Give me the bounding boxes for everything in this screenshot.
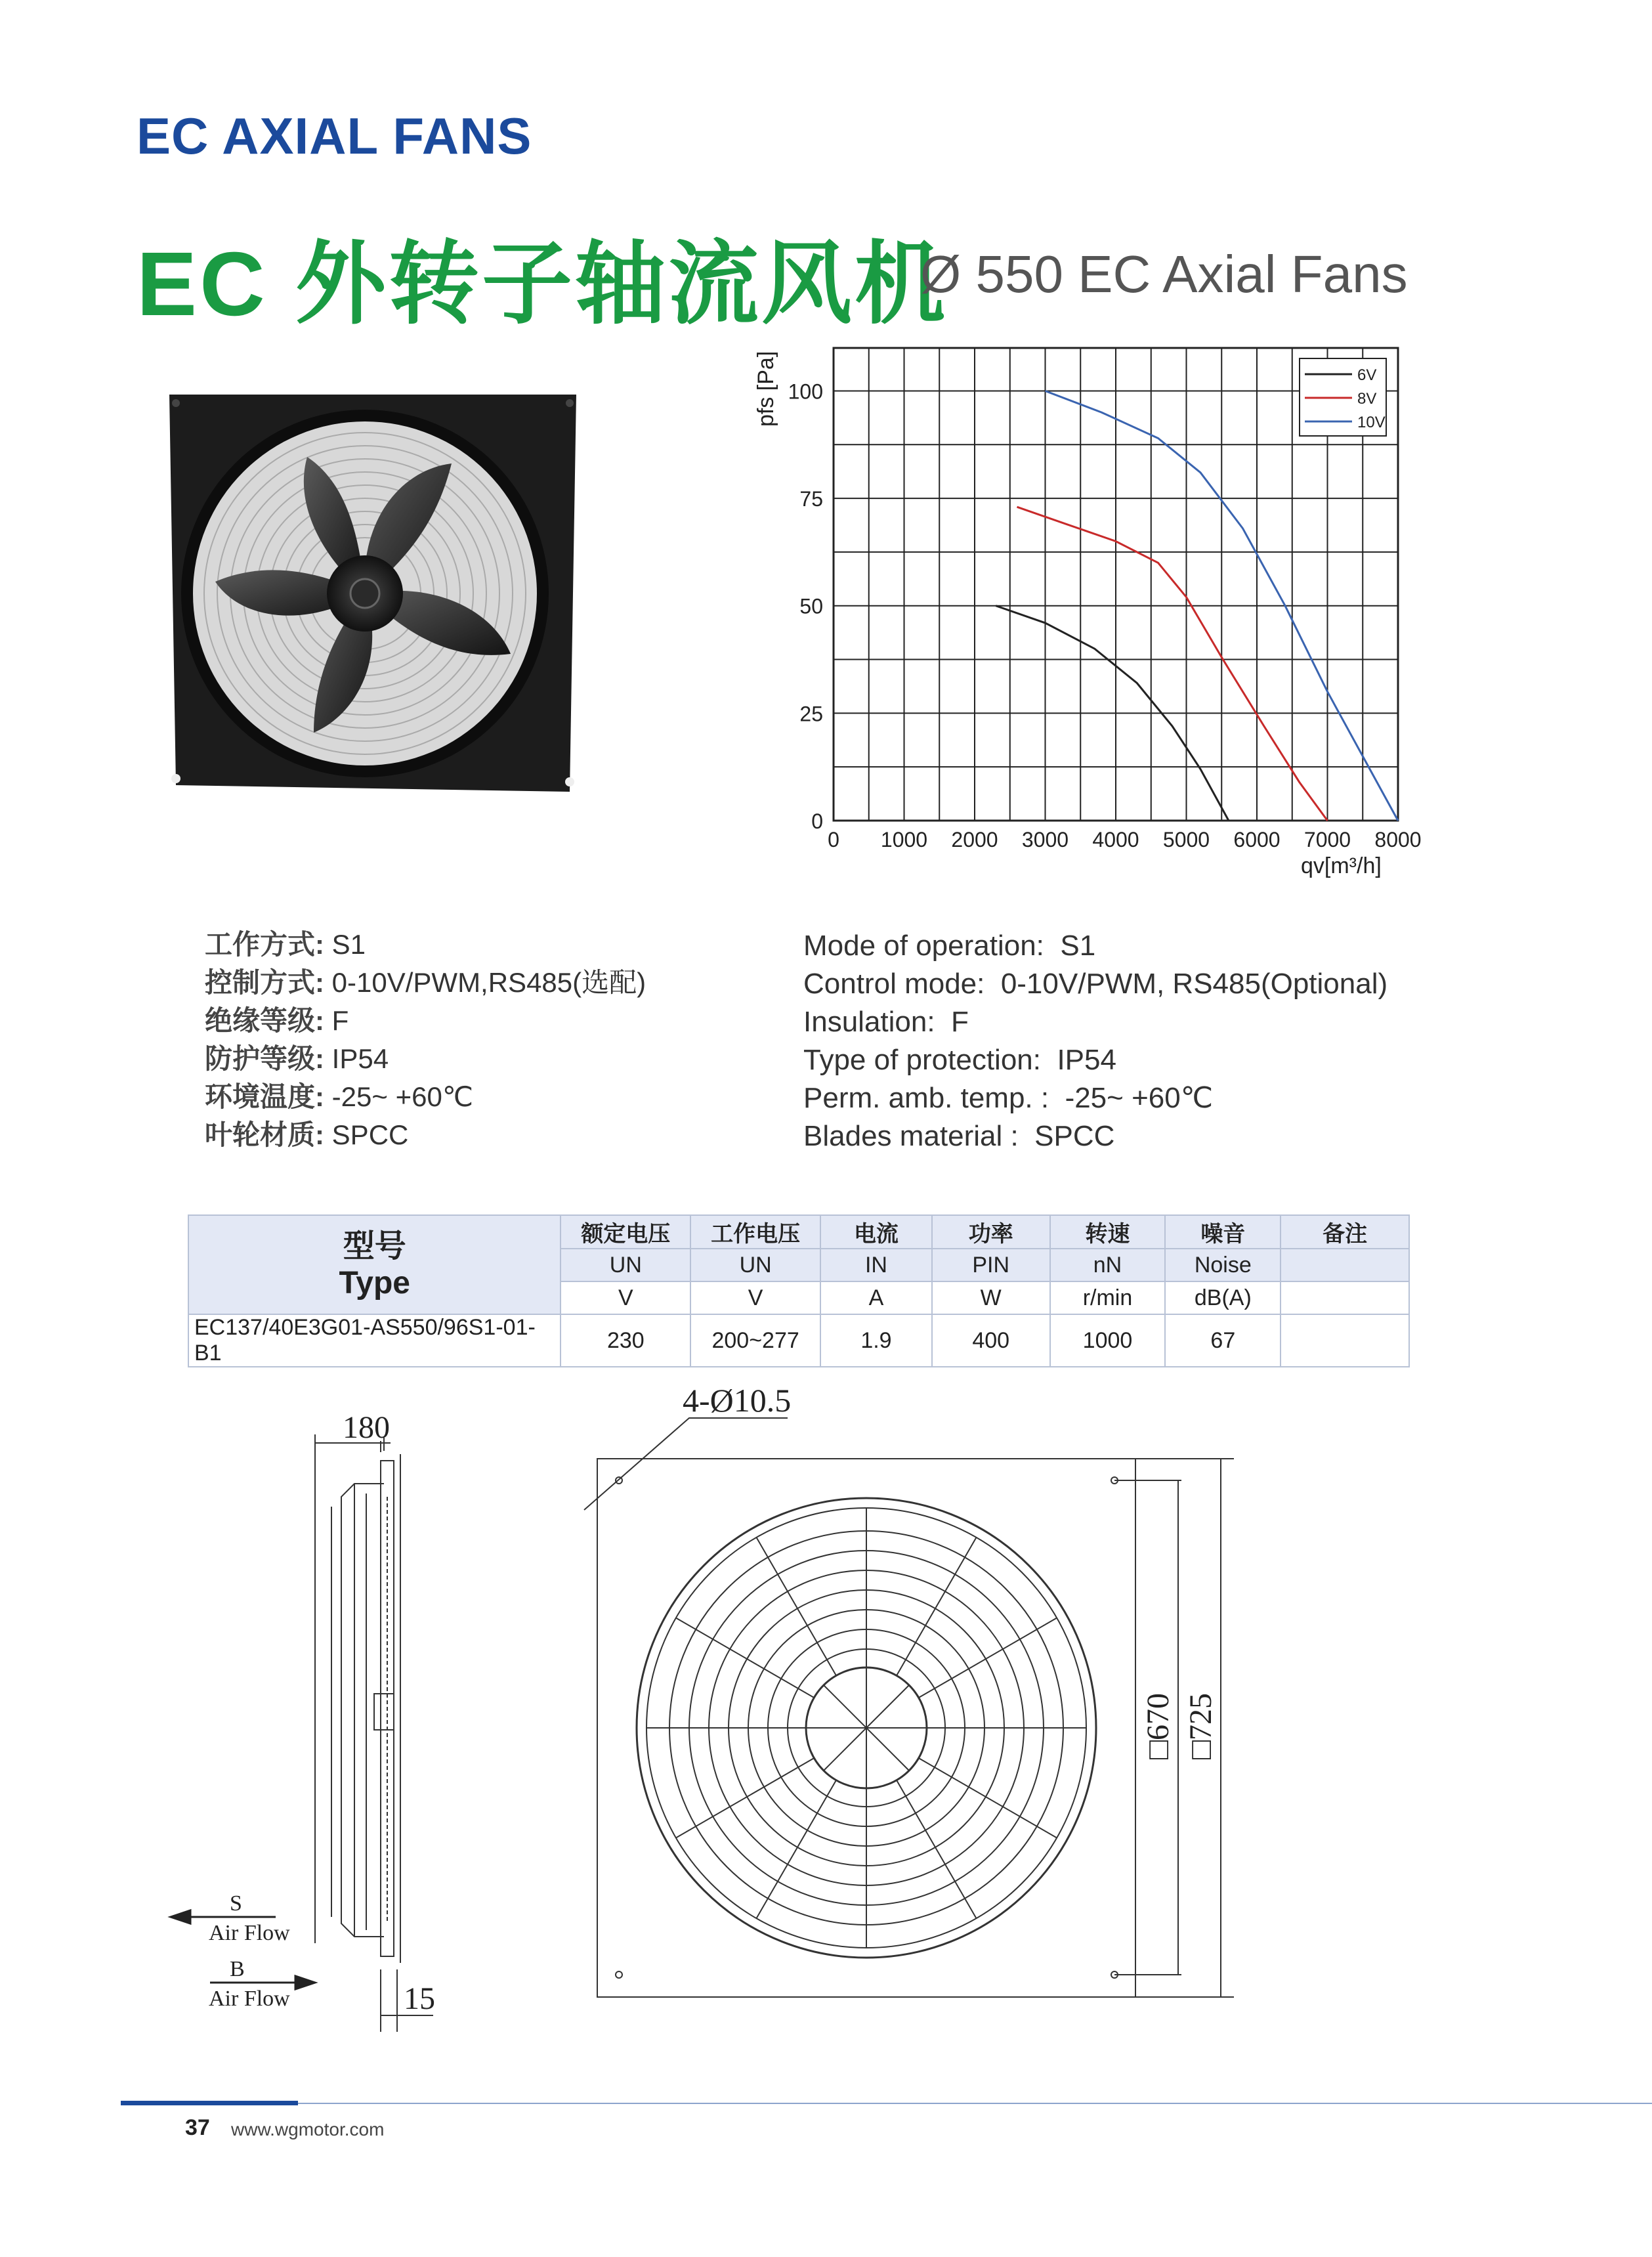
footer-rule <box>121 2103 1652 2104</box>
x-tick-label: 3000 <box>1021 828 1069 851</box>
unit-cell: A <box>820 1281 932 1314</box>
dim-inner: □670 <box>1141 1693 1175 1759</box>
chart-xlabel: qv[m³/h] <box>1301 853 1382 878</box>
fan-photo <box>163 391 583 798</box>
value-cell: 1000 <box>1050 1314 1166 1367</box>
x-tick-label: 6000 <box>1233 828 1281 851</box>
x-tick-label: 2000 <box>951 828 998 851</box>
y-tick-label: 0 <box>811 809 823 833</box>
dim-outer: □725 <box>1183 1693 1218 1759</box>
series-line-8V <box>1017 507 1328 821</box>
unit-cell: r/min <box>1050 1281 1166 1314</box>
dim-flange: 15 <box>404 1981 435 2016</box>
model-cell: EC137/40E3G01-AS550/96S1-01-B1 <box>188 1314 561 1367</box>
model-spec-table <box>188 1214 1410 1367</box>
grille-spoke <box>919 1758 1057 1838</box>
technical-drawing <box>158 1379 1273 2048</box>
legend-label: 8V <box>1357 390 1377 408</box>
performance-chart <box>748 335 1444 899</box>
x-tick-label: 4000 <box>1092 828 1139 851</box>
footer-accent <box>121 2101 298 2105</box>
type-header-cn: 型号 <box>343 1228 406 1264</box>
type-header-en: Type <box>339 1265 410 1300</box>
y-tick-label: 50 <box>799 594 823 618</box>
value-cell: 200~277 <box>690 1314 820 1367</box>
airflow-s-label: S <box>230 1891 242 1916</box>
grille-spoke <box>676 1758 814 1838</box>
unit-cell: dB(A) <box>1165 1281 1281 1314</box>
x-tick-label: 7000 <box>1303 828 1351 851</box>
category-heading: EC AXIAL FANS <box>137 107 532 165</box>
spec-row: Perm. amb. temp. : -25~ +60℃ <box>803 1082 1214 1114</box>
symbol-cell: UN <box>561 1249 690 1281</box>
airflow-b-text: Air Flow <box>209 1987 290 2011</box>
title-chinese: EC 外转子轴流风机 <box>137 234 948 335</box>
y-tick-label: 100 <box>788 379 823 404</box>
col-header: 功率 <box>932 1215 1050 1249</box>
col-header: 电流 <box>820 1215 932 1249</box>
grille-spoke <box>757 1780 837 1918</box>
airflow-b-label: B <box>230 1957 245 1981</box>
table-row <box>188 1314 1409 1367</box>
value-cell <box>1281 1314 1409 1367</box>
legend-label: 10V <box>1357 414 1386 431</box>
col-header: 工作电压 <box>690 1215 820 1249</box>
spec-row: 绝缘等级: F <box>205 1005 349 1036</box>
y-tick-label: 75 <box>799 487 823 511</box>
unit-cell: W <box>932 1281 1050 1314</box>
chart-ticks <box>788 379 1422 851</box>
symbol-cell <box>1281 1249 1409 1281</box>
dim-depth: 180 <box>343 1410 390 1445</box>
unit-cell: V <box>690 1281 820 1314</box>
grille-spoke <box>757 1537 837 1675</box>
x-tick-label: 0 <box>828 828 839 851</box>
unit-cell: V <box>561 1281 690 1314</box>
chart-ylabel: pfs [Pa] <box>753 351 778 427</box>
spec-row: 工作方式: S1 <box>205 929 366 960</box>
x-tick-label: 1000 <box>880 828 928 851</box>
value-cell: 67 <box>1165 1314 1281 1367</box>
value-cell: 230 <box>561 1314 690 1367</box>
spec-row: 环境温度: -25~ +60℃ <box>205 1081 473 1112</box>
specs-chinese <box>205 926 646 1154</box>
y-tick-label: 25 <box>799 702 823 726</box>
page-number: 37 <box>185 2115 210 2140</box>
grille-spoke <box>897 1780 977 1918</box>
type-header-cell <box>188 1215 561 1314</box>
value-cell: 400 <box>932 1314 1050 1367</box>
spec-row: 控制方式: 0-10V/PWM,RS485(选配) <box>205 967 646 998</box>
grille-spoke <box>897 1537 977 1675</box>
value-cell: 1.9 <box>820 1314 932 1367</box>
spec-row: 防护等级: IP54 <box>205 1043 389 1074</box>
title-english: Ø 550 EC Axial Fans <box>920 245 1408 303</box>
x-tick-label: 8000 <box>1374 828 1422 851</box>
dim-holes: 4-Ø10.5 <box>683 1382 792 1419</box>
grille-spoke <box>676 1618 814 1698</box>
symbol-cell: Noise <box>1165 1249 1281 1281</box>
spec-row: 叶轮材质: SPCC <box>205 1119 409 1150</box>
symbol-cell: UN <box>690 1249 820 1281</box>
specs-english <box>803 927 1387 1155</box>
symbol-cell: nN <box>1050 1249 1166 1281</box>
unit-cell <box>1281 1281 1409 1314</box>
x-tick-label: 5000 <box>1162 828 1210 851</box>
spec-row: Blades material : SPCC <box>803 1120 1115 1152</box>
spec-row: Mode of operation: S1 <box>803 930 1096 962</box>
col-header: 额定电压 <box>561 1215 690 1249</box>
symbol-cell: IN <box>820 1249 932 1281</box>
col-header: 备注 <box>1281 1215 1409 1249</box>
grille-spoke <box>919 1618 1057 1698</box>
col-header: 转速 <box>1050 1215 1166 1249</box>
symbol-cell: PIN <box>932 1249 1050 1281</box>
spec-row: Insulation: F <box>803 1006 969 1038</box>
col-header: 噪音 <box>1165 1215 1281 1249</box>
spec-row: Type of protection: IP54 <box>803 1044 1116 1076</box>
legend-label: 6V <box>1357 366 1377 384</box>
airflow-s-text: Air Flow <box>209 1921 290 1945</box>
chart-legend <box>1300 358 1386 436</box>
spec-row: Control mode: 0-10V/PWM, RS485(Optional) <box>803 968 1388 1000</box>
website: www.wgmotor.com <box>231 2119 385 2139</box>
